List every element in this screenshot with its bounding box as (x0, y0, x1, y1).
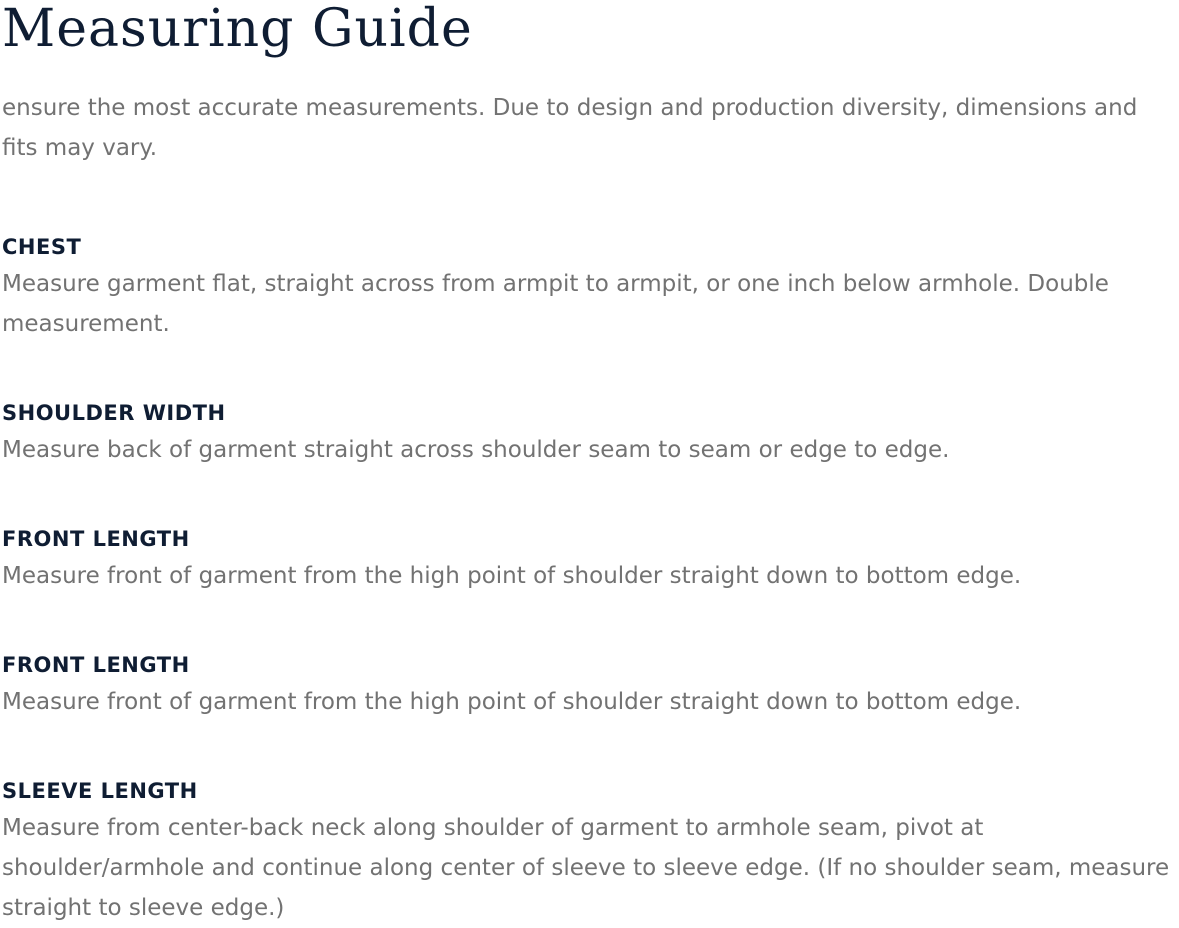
chest-heading: CHEST (2, 235, 82, 259)
chest-description: Measure garment flat, straight across from armpit to armpit, or one inch below armhole. Double measurement. (2, 271, 1109, 337)
shoulder-width-description: Measure back of garment straight across shoulder seam to seam or edge to edge. (2, 437, 950, 463)
shoulder-width-heading: SHOULDER WIDTH (2, 401, 226, 425)
sleeve-length-heading: SLEEVE LENGTH (2, 779, 198, 803)
front-length-description: Measure front of garment from the high point of shoulder straight down to bottom edge. (2, 563, 1022, 589)
sleeve-length-description: Measure from center-back neck along shoulder of garment to armhole seam, pivot at shoulder/armhole and continue along center of sleeve to sleeve edge. (If no shoulder seam, measure straight to sleeve edge.) (2, 815, 1170, 921)
front-length-description-duplicate: Measure front of garment from the high point of shoulder straight down to bottom edge. (2, 689, 1022, 715)
intro-text: ensure the most accurate measurements. Due to design and production diversity, dimensions and fits may vary. (2, 95, 1138, 161)
front-length-heading: FRONT LENGTH (2, 527, 190, 551)
page-title: Measuring Guide (2, 0, 473, 59)
front-length-heading-duplicate: FRONT LENGTH (2, 653, 190, 677)
